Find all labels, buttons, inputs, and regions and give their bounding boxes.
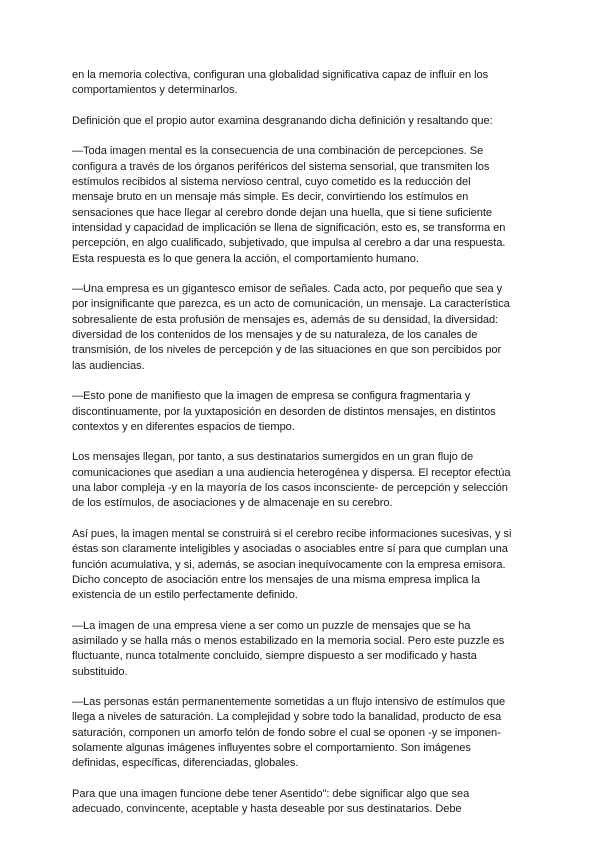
paragraph-definition-intro: Definición que el propio autor examina desgranando dicha definición y resaltando que: — [72, 114, 493, 127]
paragraph-signal-emitter: —Una empresa es un gigantesco emisor de señales. Cada acto, por pequeño que sea y por insignificante que parezca, es un acto de comunicación, un mensaje. La característica sobresaliente de esta profusión de mensajes es, además de su densidad, la diversidad: diversidad de los contenidos de los mensajes y de su naturaleza, de los canales de transmisión, de los niveles de percepción y de las situaciones en que son percibidos por las audiencias. — [72, 283, 510, 372]
paragraph-continuation: en la memoria colectiva, configuran una globalidad significativa capaz de influir en los comportamientos y determinarlos. — [72, 69, 489, 97]
paragraph-accumulative: Así pues, la imagen mental se construirá si el cerebro recibe informaciones sucesivas, y si éstas son claramente inteligibles y asociadas o asociables entre sí para que cumplan una función acumulativa, y si, además, se asocian inequívocamente con la empresa emisora. Dicho concepto de asociación entre los mensajes de una misma empresa implica la existencia de un estilo perfectamente definido. — [72, 527, 512, 602]
paragraph-mental-image: —Toda imagen mental es la consecuencia de una combinación de percepciones. Se configura a través de los órganos periféricos del sistema sensorial, que transmiten los estímulos recibidos al sistema nervioso central, cuyo cometido es la reducción del mensaje bruto en un mensaje más simple. Es decir, convirtiendo los estímulos en sensaciones que hace llegar al cerebro donde dejan una huella, que si tiene suficiente intensidad y capacidad de implicación se llena de significación, esto es, se transforma en percepción, en algo cualificado, subjetivado, que impulsa al cerebro a dar una respuesta. Esta respuesta es lo que genera la acción, el comportamiento humano. — [72, 145, 506, 265]
paragraph-puzzle: —La imagen de una empresa viene a ser como un puzzle de mensajes que se ha asimilado y se halla más o menos estabilizado en la memoria social. Pero este puzzle es fluctuante, nunca totalmente concluido, siempre dispuesto a ser modificado y hasta substituido. — [72, 619, 505, 678]
paragraph-fragmentary: —Esto pone de manifiesto que la imagen de empresa se configura fragmentaria y discontinuamente, por la yuxtaposición en desorden de distintos mensajes, en distintos contextos y en diferentes espacios de tiempo. — [72, 390, 496, 433]
paragraph-meaning: Para que una imagen funcione debe tener Asentido": debe significar algo que sea adecuado, convincente, aceptable y hasta deseable por sus destinatarios. Debe — [72, 787, 470, 816]
paragraph-messages-flow: Los mensajes llegan, por tanto, a sus destinatarios sumergidos en un gran flujo de comunicaciones que asedian a una audiencia heterogénea y dispersa. El receptor efectúa una labor compleja -y en la mayoría de los casos inconsciente- de percepción y selección de los estímulos, de asociaciones y de almacenaje en su cerebro. — [72, 451, 511, 510]
paragraph-saturation: —Las personas están permanentemente sometidas a un flujo intensivo de estímulos que llega a niveles de saturación. La complejidad y sobre todo la banalidad, producto de esa saturación, componen un amorfo telón de fondo sobre el cual se oponen -y se imponen- solamente algunas imágenes influyentes sobre el comportamiento. Son imágenes definidas, específicas, diferenciadas, globales. — [72, 696, 506, 770]
